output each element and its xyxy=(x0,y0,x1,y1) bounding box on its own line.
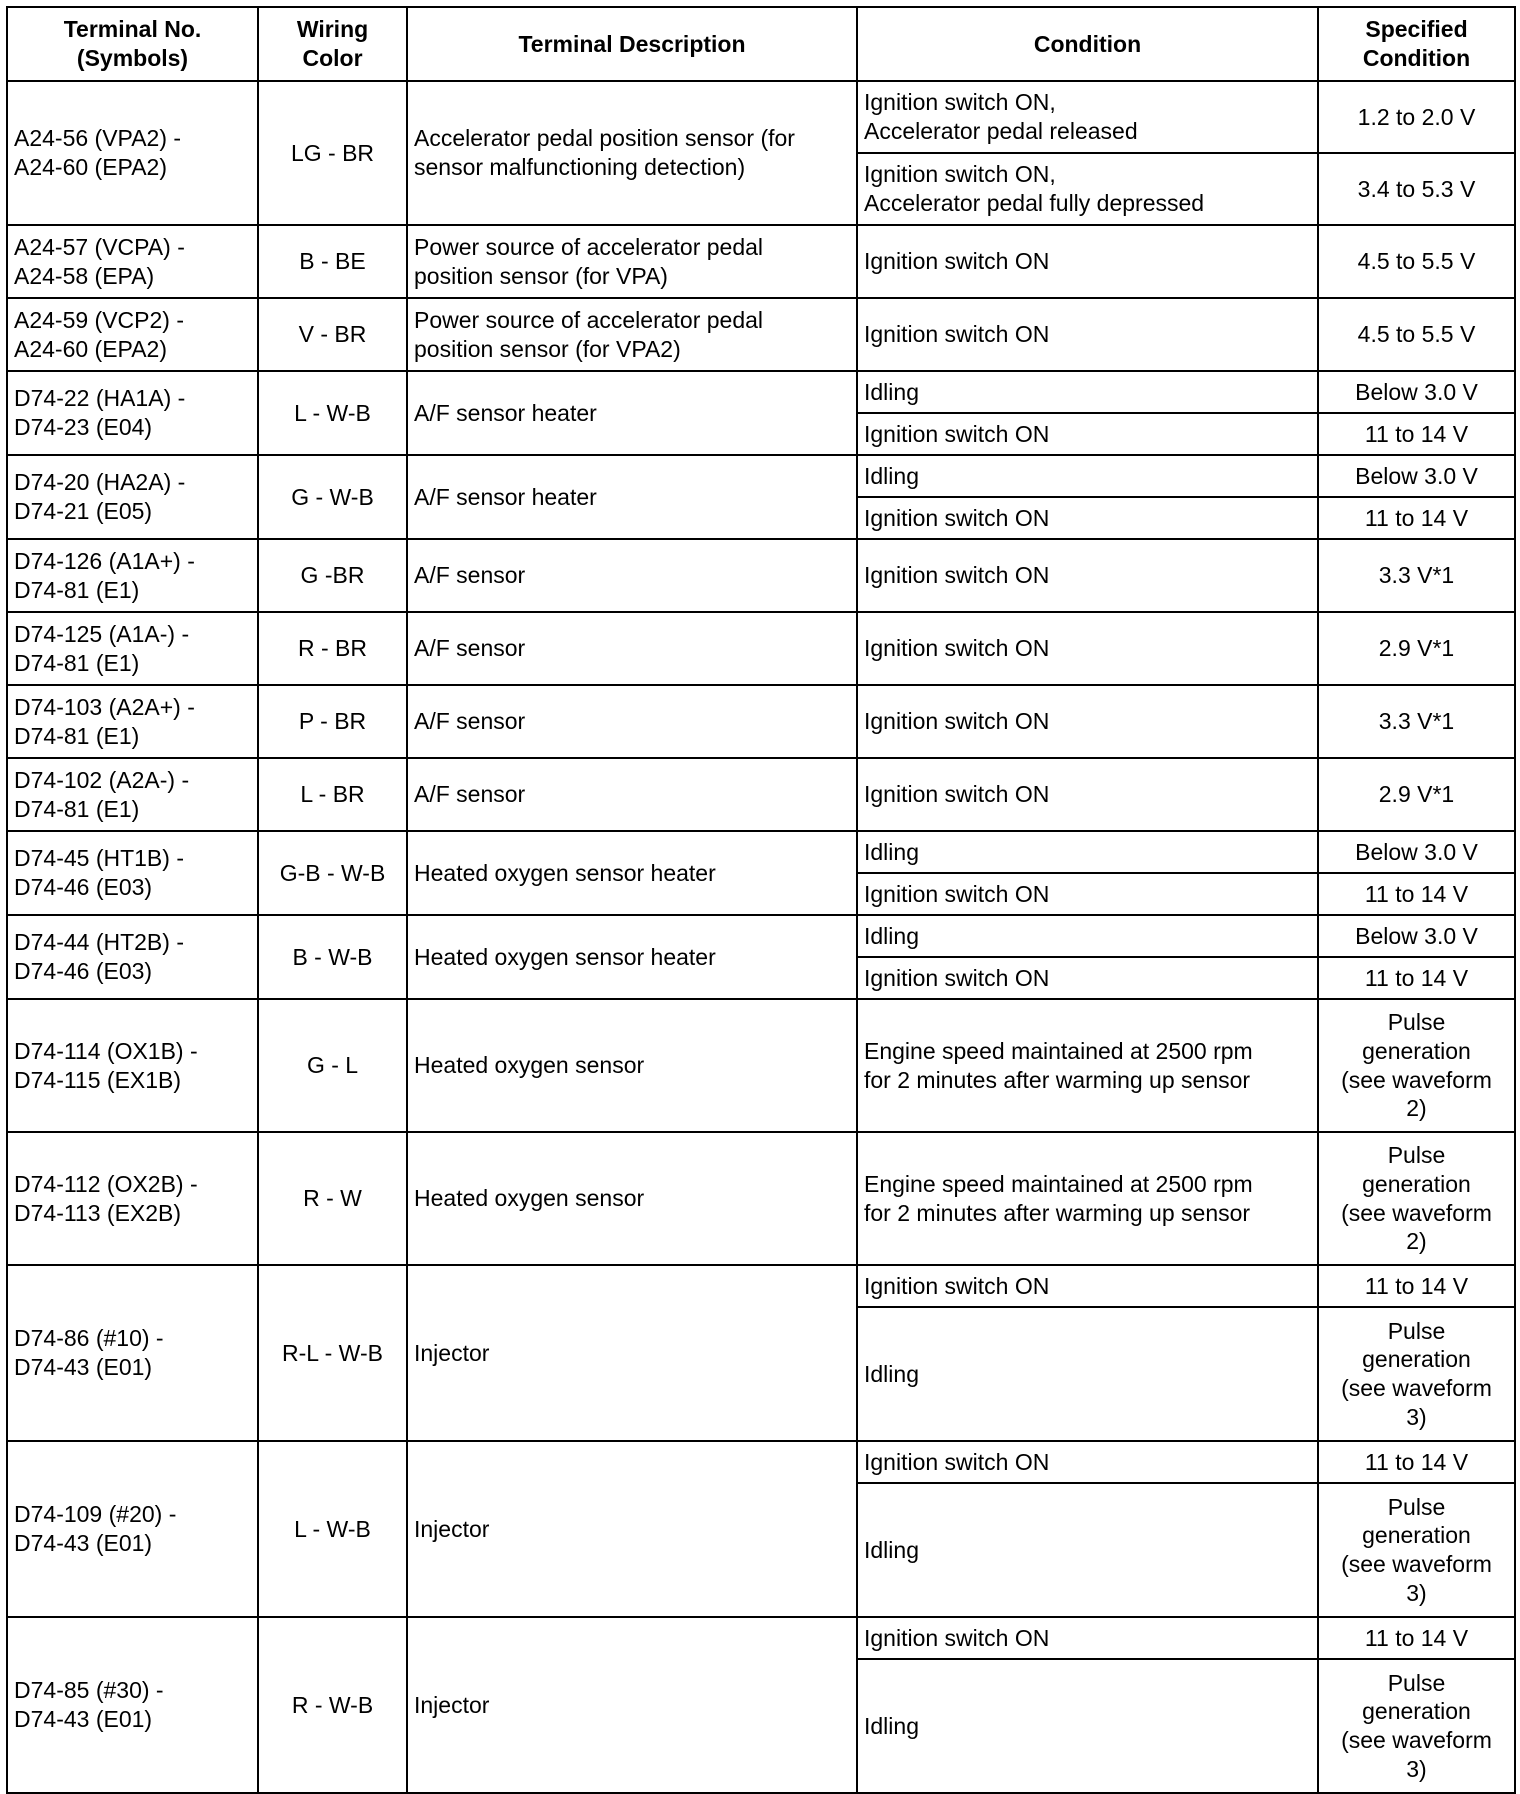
wiring-color-cell-text: P - BR xyxy=(298,708,367,735)
condition-cell xyxy=(857,1483,1318,1617)
specified-condition-cell xyxy=(1318,455,1515,497)
description-cell-text: A/F sensor xyxy=(414,635,526,662)
wiring-color-cell-text: R-L - W-B xyxy=(282,1339,383,1366)
specified-condition-cell xyxy=(1318,957,1515,999)
terminal-cell-text: D74-102 (A2A-) - D74-81 (E1) xyxy=(14,766,190,822)
condition-cell-text: Ignition switch ON xyxy=(864,248,1050,275)
description-cell xyxy=(407,1132,857,1265)
condition-cell xyxy=(857,455,1318,497)
terminal-cell-text: D74-45 (HT1B) - D74-46 (E03) xyxy=(14,845,184,900)
specified-condition-cell-text: 1.2 to 2.0 V xyxy=(1357,103,1476,130)
condition-cell-text: Idling xyxy=(864,1712,919,1739)
terminal-cell xyxy=(7,1617,258,1793)
specified-condition-cell-text: Pulse generation (see waveform 3) xyxy=(1341,1493,1492,1606)
condition-cell xyxy=(857,915,1318,957)
description-cell xyxy=(407,81,857,225)
specified-condition-cell-text: Pulse generation (see waveform 3) xyxy=(1341,1317,1492,1430)
terminal-cell-text: A24-57 (VCPA) - A24-58 (EPA) xyxy=(14,233,185,289)
description-cell xyxy=(407,758,857,831)
description-cell-text: A/F sensor xyxy=(414,708,526,735)
condition-cell xyxy=(857,1441,1318,1483)
condition-cell xyxy=(857,685,1318,758)
condition-cell xyxy=(857,371,1318,413)
condition-cell xyxy=(857,153,1318,225)
description-cell-text: Accelerator pedal position sensor (for sensor malfunctioning detection) xyxy=(414,125,795,180)
header-terminal: Terminal No. (Symbols) xyxy=(7,7,258,81)
wiring-color-cell xyxy=(258,225,407,298)
table-row xyxy=(7,225,1515,298)
wiring-color-cell xyxy=(258,1441,407,1617)
terminal-cell xyxy=(7,371,258,455)
description-cell xyxy=(407,225,857,298)
condition-cell xyxy=(857,612,1318,685)
description-cell-text: Heated oxygen sensor heater xyxy=(414,859,716,886)
description-cell-text: A/F sensor xyxy=(414,781,526,808)
condition-cell xyxy=(857,81,1318,153)
wiring-color-cell-text: L - W-B xyxy=(294,1515,371,1542)
wiring-color-cell-text: G - W-B xyxy=(291,483,374,510)
wiring-color-cell xyxy=(258,915,407,999)
condition-cell xyxy=(857,1617,1318,1659)
wiring-color-cell-text: R - W-B xyxy=(291,1691,374,1718)
terminal-cell xyxy=(7,831,258,915)
terminal-cell-text: A24-56 (VPA2) - A24-60 (EPA2) xyxy=(14,125,182,180)
specified-condition-cell xyxy=(1318,153,1515,225)
specified-condition-cell xyxy=(1318,1265,1515,1307)
specified-condition-cell-text: 3.3 V*1 xyxy=(1378,708,1455,735)
description-cell xyxy=(407,685,857,758)
terminal-cell xyxy=(7,999,258,1132)
description-cell xyxy=(407,1617,857,1793)
description-cell-text: Injector xyxy=(414,1339,490,1366)
table-row xyxy=(7,455,1515,497)
specified-condition-cell xyxy=(1318,1659,1515,1793)
terminal-cell-text: D74-109 (#20) - D74-43 (E01) xyxy=(14,1501,177,1556)
wiring-color-cell xyxy=(258,298,407,371)
condition-cell xyxy=(857,1659,1318,1793)
terminal-cell xyxy=(7,539,258,612)
wiring-color-cell-text: V - BR xyxy=(298,321,367,348)
condition-cell xyxy=(857,873,1318,915)
specified-condition-cell-text: 11 to 14 V xyxy=(1364,1448,1469,1475)
wiring-color-cell-text: G -BR xyxy=(300,562,365,589)
specified-condition-cell-text: 11 to 14 V xyxy=(1364,1272,1469,1299)
condition-cell xyxy=(857,1307,1318,1441)
specified-condition-cell-text: 3.4 to 5.3 V xyxy=(1357,175,1476,202)
terminal-cell-text: D74-125 (A1A-) - D74-81 (E1) xyxy=(14,620,190,676)
wiring-color-cell xyxy=(258,685,407,758)
specified-condition-cell xyxy=(1318,81,1515,153)
table-row xyxy=(7,915,1515,957)
specified-condition-cell-text: 2.9 V*1 xyxy=(1378,781,1455,808)
wiring-color-cell-text: R - BR xyxy=(298,635,367,662)
specified-condition-cell-text: 11 to 14 V xyxy=(1364,964,1469,991)
table-row xyxy=(7,81,1515,153)
specified-condition-cell xyxy=(1318,873,1515,915)
specified-condition-cell xyxy=(1318,539,1515,612)
specified-condition-cell-text: Below 3.0 V xyxy=(1355,378,1478,405)
table-row xyxy=(7,831,1515,873)
table-row xyxy=(7,999,1515,1132)
specified-condition-cell xyxy=(1318,1132,1515,1265)
condition-cell-text: Idling xyxy=(864,1360,919,1387)
specified-condition-cell xyxy=(1318,497,1515,539)
specified-condition-cell xyxy=(1318,831,1515,873)
condition-cell xyxy=(857,497,1318,539)
specified-condition-cell-text: 4.5 to 5.5 V xyxy=(1357,248,1476,275)
specified-condition-cell xyxy=(1318,1307,1515,1441)
specified-condition-cell xyxy=(1318,999,1515,1132)
condition-cell xyxy=(857,999,1318,1132)
terminal-spec-table xyxy=(6,6,1516,1794)
wiring-color-cell xyxy=(258,539,407,612)
specified-condition-cell xyxy=(1318,1483,1515,1617)
table-row xyxy=(7,1265,1515,1307)
specified-condition-cell-text: 11 to 14 V xyxy=(1364,1624,1469,1651)
condition-cell-text: Ignition switch ON xyxy=(864,504,1050,531)
wiring-color-cell xyxy=(258,1265,407,1441)
condition-cell-text: Ignition switch ON xyxy=(864,562,1050,589)
description-cell-text: Heated oxygen sensor xyxy=(414,1185,645,1212)
description-cell xyxy=(407,999,857,1132)
table-row xyxy=(7,1132,1515,1265)
table-row xyxy=(7,685,1515,758)
wiring-color-cell-text: LG - BR xyxy=(290,139,375,166)
condition-cell xyxy=(857,831,1318,873)
terminal-cell-text: D74-126 (A1A+) - D74-81 (E1) xyxy=(14,547,195,603)
description-cell xyxy=(407,539,857,612)
condition-cell-text: Idling xyxy=(864,838,919,865)
wiring-color-cell xyxy=(258,81,407,225)
condition-cell xyxy=(857,1132,1318,1265)
condition-cell-text: Ignition switch ON xyxy=(864,321,1050,348)
wiring-color-cell xyxy=(258,758,407,831)
condition-cell xyxy=(857,957,1318,999)
terminal-cell xyxy=(7,612,258,685)
description-cell-text: Power source of accelerator pedal position sensor (for VPA2) xyxy=(414,306,764,362)
description-cell xyxy=(407,915,857,999)
terminal-cell xyxy=(7,758,258,831)
specified-condition-cell-text: 2.9 V*1 xyxy=(1378,635,1455,662)
condition-cell xyxy=(857,758,1318,831)
specified-condition-cell xyxy=(1318,1441,1515,1483)
description-cell xyxy=(407,612,857,685)
condition-cell-text: Ignition switch ON xyxy=(864,1624,1050,1651)
condition-cell-text: Ignition switch ON xyxy=(864,1448,1050,1475)
specified-condition-cell-text: 11 to 14 V xyxy=(1364,880,1469,907)
table-row xyxy=(7,539,1515,612)
wiring-color-cell-text: B - BE xyxy=(299,248,366,275)
table-row xyxy=(7,298,1515,371)
specified-condition-cell xyxy=(1318,371,1515,413)
specified-condition-cell-text: Below 3.0 V xyxy=(1355,462,1478,489)
specified-condition-cell-text: 11 to 14 V xyxy=(1364,420,1469,447)
terminal-cell-text: D74-22 (HA1A) - D74-23 (E04) xyxy=(14,385,186,440)
terminal-cell xyxy=(7,455,258,539)
description-cell-text: Power source of accelerator pedal position sensor (for VPA) xyxy=(414,233,764,289)
condition-cell-text: Ignition switch ON xyxy=(864,708,1050,735)
wiring-color-cell-text: L - W-B xyxy=(294,399,371,426)
condition-cell-text: Ignition switch ON, Accelerator pedal fully depressed xyxy=(864,161,1205,216)
specified-condition-cell xyxy=(1318,915,1515,957)
table-row xyxy=(7,612,1515,685)
table-row xyxy=(7,758,1515,831)
header-condition: Condition xyxy=(857,7,1318,81)
description-cell xyxy=(407,455,857,539)
specified-condition-cell-text: Pulse generation (see waveform 3) xyxy=(1341,1669,1492,1782)
wiring-color-cell xyxy=(258,999,407,1132)
wiring-color-cell-text: G-B - W-B xyxy=(279,859,386,886)
wiring-color-cell xyxy=(258,371,407,455)
condition-cell-text: Ignition switch ON xyxy=(864,1272,1050,1299)
wiring-color-cell-text: B - W-B xyxy=(292,943,373,970)
specified-condition-cell-text: 11 to 14 V xyxy=(1364,504,1469,531)
wiring-color-cell-text: G - L xyxy=(306,1052,359,1079)
terminal-cell xyxy=(7,685,258,758)
table-body xyxy=(7,81,1515,1793)
condition-cell xyxy=(857,225,1318,298)
header-row xyxy=(7,7,1515,81)
condition-cell-text: Idling xyxy=(864,462,919,489)
specified-condition-cell xyxy=(1318,225,1515,298)
terminal-cell xyxy=(7,225,258,298)
specified-condition-cell xyxy=(1318,685,1515,758)
terminal-cell xyxy=(7,1265,258,1441)
terminal-cell-text: D74-112 (OX2B) - D74-113 (EX2B) xyxy=(14,1170,198,1226)
wiring-color-cell xyxy=(258,831,407,915)
condition-cell-text: Engine speed maintained at 2500 rpm for 2 minutes after warming up sensor xyxy=(864,1037,1253,1093)
description-cell-text: Heated oxygen sensor heater xyxy=(414,943,716,970)
specified-condition-cell-text: Pulse generation (see waveform 2) xyxy=(1341,1142,1492,1255)
specified-condition-cell-text: 3.3 V*1 xyxy=(1378,562,1455,589)
description-cell-text: A/F sensor heater xyxy=(414,483,597,510)
description-cell-text: Injector xyxy=(414,1691,490,1718)
description-cell xyxy=(407,298,857,371)
terminal-cell xyxy=(7,298,258,371)
condition-cell-text: Ignition switch ON xyxy=(864,964,1050,991)
description-cell-text: Injector xyxy=(414,1515,490,1542)
terminal-cell-text: A24-59 (VCP2) - A24-60 (EPA2) xyxy=(14,306,185,362)
specified-condition-cell xyxy=(1318,298,1515,371)
wiring-color-cell xyxy=(258,612,407,685)
wiring-color-cell-text: R - W xyxy=(303,1185,362,1212)
description-cell xyxy=(407,371,857,455)
condition-cell-text: Ignition switch ON, Accelerator pedal released xyxy=(864,89,1138,144)
description-cell xyxy=(407,1265,857,1441)
condition-cell-text: Ignition switch ON xyxy=(864,781,1050,808)
terminal-cell-text: D74-103 (A2A+) - D74-81 (E1) xyxy=(14,693,195,749)
condition-cell-text: Idling xyxy=(864,922,919,949)
condition-cell xyxy=(857,298,1318,371)
specified-condition-cell-text: Pulse generation (see waveform 2) xyxy=(1341,1009,1492,1122)
condition-cell xyxy=(857,413,1318,455)
condition-cell-text: Engine speed maintained at 2500 rpm for 2 minutes after warming up sensor xyxy=(864,1170,1253,1226)
terminal-cell-text: D74-114 (OX1B) - D74-115 (EX1B) xyxy=(14,1037,198,1093)
description-cell-text: Heated oxygen sensor xyxy=(414,1052,645,1079)
terminal-cell-text: D74-86 (#10) - D74-43 (E01) xyxy=(14,1325,164,1380)
specified-condition-cell xyxy=(1318,1617,1515,1659)
specified-condition-cell-text: Below 3.0 V xyxy=(1355,838,1478,865)
terminal-cell xyxy=(7,81,258,225)
header-specified-condition: Specified Condition xyxy=(1318,7,1515,81)
condition-cell-text: Idling xyxy=(864,1536,919,1563)
condition-cell xyxy=(857,1265,1318,1307)
description-cell-text: A/F sensor heater xyxy=(414,399,597,426)
terminal-cell-text: D74-85 (#30) - D74-43 (E01) xyxy=(14,1677,164,1732)
header-terminal-description: Terminal Description xyxy=(407,7,857,81)
condition-cell-text: Ignition switch ON xyxy=(864,635,1050,662)
terminal-cell xyxy=(7,915,258,999)
condition-cell xyxy=(857,539,1318,612)
wiring-color-cell xyxy=(258,455,407,539)
condition-cell-text: Ignition switch ON xyxy=(864,420,1050,447)
condition-cell-text: Ignition switch ON xyxy=(864,880,1050,907)
specified-condition-cell-text: Below 3.0 V xyxy=(1355,922,1478,949)
table-row xyxy=(7,371,1515,413)
terminal-cell-text: D74-20 (HA2A) - D74-21 (E05) xyxy=(14,469,186,524)
header-wiring-color: Wiring Color xyxy=(258,7,407,81)
specified-condition-cell-text: 4.5 to 5.5 V xyxy=(1357,321,1476,348)
description-cell xyxy=(407,831,857,915)
terminal-cell xyxy=(7,1441,258,1617)
table-row xyxy=(7,1441,1515,1483)
wiring-color-cell xyxy=(258,1132,407,1265)
specified-condition-cell xyxy=(1318,612,1515,685)
wiring-color-cell-text: L - BR xyxy=(300,781,365,808)
terminal-cell xyxy=(7,1132,258,1265)
terminal-cell-text: D74-44 (HT2B) - D74-46 (E03) xyxy=(14,929,184,984)
specified-condition-cell xyxy=(1318,413,1515,455)
condition-cell-text: Idling xyxy=(864,378,919,405)
table-row xyxy=(7,1617,1515,1659)
description-cell-text: A/F sensor xyxy=(414,562,526,589)
wiring-color-cell xyxy=(258,1617,407,1793)
specified-condition-cell xyxy=(1318,758,1515,831)
description-cell xyxy=(407,1441,857,1617)
